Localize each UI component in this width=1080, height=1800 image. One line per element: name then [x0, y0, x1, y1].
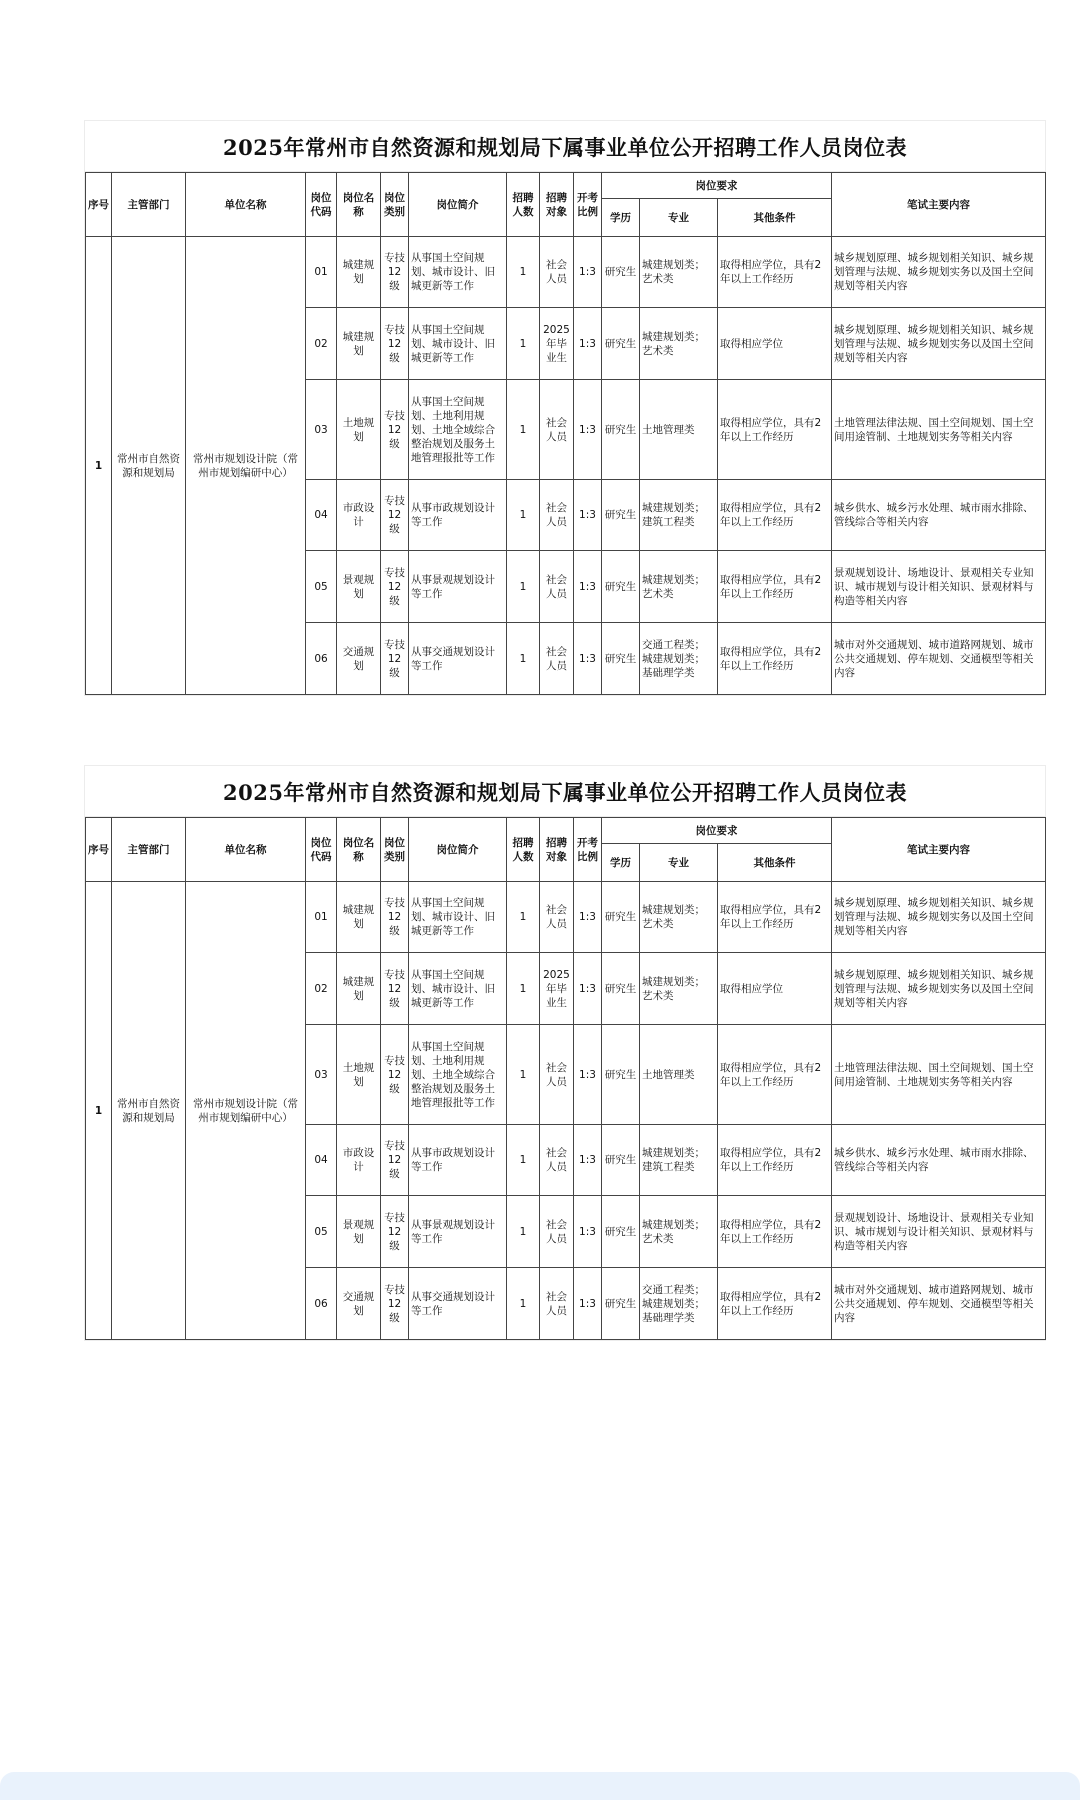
cell-edu: 研究生: [602, 623, 640, 695]
cell-post-type: 专技12级: [381, 308, 409, 380]
cell-major: 交通工程类；城建规划类；基础理学类: [640, 623, 718, 695]
cell-ratio: 1:3: [574, 551, 602, 623]
cell-major: 城建规划类；艺术类: [640, 308, 718, 380]
header-major: 专业: [640, 199, 718, 237]
header-other: 其他条件: [718, 844, 832, 882]
cell-count: 1: [507, 953, 540, 1025]
cell-count: 1: [507, 1025, 540, 1125]
table-header: [86, 173, 1046, 237]
cell-code: 05: [306, 551, 337, 623]
cell-exam: 土地管理法律法规、国土空间规划、国土空间用途管制、土地规划实务等相关内容: [832, 1025, 1046, 1125]
cell-edu: 研究生: [602, 1268, 640, 1340]
cell-code: 06: [306, 1268, 337, 1340]
table-row: [86, 882, 1046, 953]
header-target: 招聘对象: [540, 818, 574, 882]
header-post-type: 岗位类别: [381, 818, 409, 882]
cell-post-type: 专技12级: [381, 551, 409, 623]
header-ratio: 开考比例: [574, 818, 602, 882]
cell-post-name: 交通规划: [337, 1268, 381, 1340]
header-code: 岗位代码: [306, 173, 337, 237]
cell-intro: 从事国土空间规划、土地利用规划、土地全域综合整治规划及服务土地管理报批等工作: [409, 1025, 507, 1125]
cell-edu: 研究生: [602, 882, 640, 953]
job-table: [85, 817, 1046, 1340]
cell-edu: 研究生: [602, 237, 640, 308]
cell-ratio: 1:3: [574, 1025, 602, 1125]
cell-edu: 研究生: [602, 1196, 640, 1268]
cell-intro: 从事国土空间规划、城市设计、旧城更新等工作: [409, 882, 507, 953]
cell-other: 取得相应学位，具有2年以上工作经历: [718, 480, 832, 551]
table-row: [86, 237, 1046, 308]
header-target: 招聘对象: [540, 173, 574, 237]
document-title: 2025年常州市自然资源和规划局下属事业单位公开招聘工作人员岗位表: [85, 121, 1045, 172]
cell-intro: 从事市政规划设计等工作: [409, 1125, 507, 1196]
cell-unit: 常州市规划设计院（常州市规划编研中心）: [186, 237, 306, 695]
header-seq: 序号: [86, 173, 112, 237]
header-edu: 学历: [602, 199, 640, 237]
cell-major: 城建规划类；艺术类: [640, 551, 718, 623]
cell-edu: 研究生: [602, 380, 640, 480]
cell-ratio: 1:3: [574, 623, 602, 695]
cell-exam: 城市对外交通规划、城市道路网规划、城市公共交通规划、停车规划、交通模型等相关内容: [832, 1268, 1046, 1340]
header-intro: 岗位简介: [409, 173, 507, 237]
header-edu: 学历: [602, 844, 640, 882]
job-table: [85, 172, 1046, 695]
header-code: 岗位代码: [306, 818, 337, 882]
table-body: [86, 882, 1046, 1340]
cell-intro: 从事市政规划设计等工作: [409, 480, 507, 551]
cell-post-name: 土地规划: [337, 1025, 381, 1125]
cell-exam: 城乡供水、城乡污水处理、城市雨水排除、管线综合等相关内容: [832, 1125, 1046, 1196]
cell-target: 社会人员: [540, 882, 574, 953]
cell-count: 1: [507, 480, 540, 551]
cell-intro: 从事国土空间规划、城市设计、旧城更新等工作: [409, 953, 507, 1025]
cell-major: 城建规划类；建筑工程类: [640, 480, 718, 551]
cell-exam: 城乡规划原理、城乡规划相关知识、城乡规划管理与法规、城乡规划实务以及国土空间规划等相关内容: [832, 308, 1046, 380]
cell-intro: 从事景观规划设计等工作: [409, 551, 507, 623]
cell-other: 取得相应学位，具有2年以上工作经历: [718, 1196, 832, 1268]
cell-seq: 1: [86, 237, 112, 695]
cell-post-type: 专技12级: [381, 237, 409, 308]
cell-other: 取得相应学位，具有2年以上工作经历: [718, 551, 832, 623]
cell-intro: 从事国土空间规划、土地利用规划、土地全域综合整治规划及服务土地管理报批等工作: [409, 380, 507, 480]
cell-ratio: 1:3: [574, 1268, 602, 1340]
cell-exam: 土地管理法律法规、国土空间规划、国土空间用途管制、土地规划实务等相关内容: [832, 380, 1046, 480]
header-requirements: 岗位要求: [602, 818, 832, 844]
cell-count: 1: [507, 1125, 540, 1196]
cell-major: 交通工程类；城建规划类；基础理学类: [640, 1268, 718, 1340]
cell-intro: 从事国土空间规划、城市设计、旧城更新等工作: [409, 308, 507, 380]
cell-code: 05: [306, 1196, 337, 1268]
cell-exam: 城乡规划原理、城乡规划相关知识、城乡规划管理与法规、城乡规划实务以及国土空间规划等相关内容: [832, 237, 1046, 308]
cell-code: 02: [306, 953, 337, 1025]
cell-other: 取得相应学位，具有2年以上工作经历: [718, 882, 832, 953]
cell-post-type: 专技12级: [381, 953, 409, 1025]
bottom-bar: [0, 1772, 1080, 1800]
header-unit: 单位名称: [186, 173, 306, 237]
cell-code: 02: [306, 308, 337, 380]
cell-code: 01: [306, 237, 337, 308]
header-requirements: 岗位要求: [602, 173, 832, 199]
header-unit: 单位名称: [186, 818, 306, 882]
cell-post-name: 市政设计: [337, 480, 381, 551]
table-header: [86, 818, 1046, 882]
cell-target: 社会人员: [540, 237, 574, 308]
cell-edu: 研究生: [602, 1125, 640, 1196]
cell-post-type: 专技12级: [381, 1025, 409, 1125]
header-intro: 岗位简介: [409, 818, 507, 882]
document-title: 2025年常州市自然资源和规划局下属事业单位公开招聘工作人员岗位表: [85, 766, 1045, 817]
cell-other: 取得相应学位，具有2年以上工作经历: [718, 380, 832, 480]
cell-code: 03: [306, 1025, 337, 1125]
cell-count: 1: [507, 1196, 540, 1268]
cell-target: 社会人员: [540, 380, 574, 480]
cell-edu: 研究生: [602, 480, 640, 551]
cell-post-type: 专技12级: [381, 480, 409, 551]
header-post-name: 岗位名称: [337, 818, 381, 882]
cell-post-type: 专技12级: [381, 1196, 409, 1268]
cell-exam: 城乡供水、城乡污水处理、城市雨水排除、管线综合等相关内容: [832, 480, 1046, 551]
cell-other: 取得相应学位，具有2年以上工作经历: [718, 1125, 832, 1196]
cell-target: 社会人员: [540, 551, 574, 623]
cell-ratio: 1:3: [574, 480, 602, 551]
cell-code: 06: [306, 623, 337, 695]
cell-target: 2025年毕业生: [540, 953, 574, 1025]
cell-count: 1: [507, 237, 540, 308]
header-ratio: 开考比例: [574, 173, 602, 237]
cell-post-name: 土地规划: [337, 380, 381, 480]
header-count: 招聘人数: [507, 818, 540, 882]
cell-target: 社会人员: [540, 1025, 574, 1125]
cell-target: 社会人员: [540, 480, 574, 551]
cell-major: 城建规划类；艺术类: [640, 882, 718, 953]
cell-ratio: 1:3: [574, 1196, 602, 1268]
cell-major: 城建规划类；艺术类: [640, 237, 718, 308]
cell-intro: 从事交通规划设计等工作: [409, 1268, 507, 1340]
cell-post-type: 专技12级: [381, 623, 409, 695]
cell-edu: 研究生: [602, 953, 640, 1025]
cell-code: 01: [306, 882, 337, 953]
cell-target: 2025年毕业生: [540, 308, 574, 380]
header-exam: 笔试主要内容: [832, 818, 1046, 882]
cell-other: 取得相应学位，具有2年以上工作经历: [718, 237, 832, 308]
cell-edu: 研究生: [602, 551, 640, 623]
cell-intro: 从事国土空间规划、城市设计、旧城更新等工作: [409, 237, 507, 308]
cell-intro: 从事景观规划设计等工作: [409, 1196, 507, 1268]
cell-other: 取得相应学位: [718, 308, 832, 380]
header-post-type: 岗位类别: [381, 173, 409, 237]
cell-exam: 城乡规划原理、城乡规划相关知识、城乡规划管理与法规、城乡规划实务以及国土空间规划等相关内容: [832, 882, 1046, 953]
cell-post-name: 景观规划: [337, 1196, 381, 1268]
cell-other: 取得相应学位，具有2年以上工作经历: [718, 1025, 832, 1125]
cell-major: 土地管理类: [640, 1025, 718, 1125]
header-exam: 笔试主要内容: [832, 173, 1046, 237]
cell-exam: 景观规划设计、场地设计、景观相关专业知识、城市规划与设计相关知识、景观材料与构造等相关内容: [832, 1196, 1046, 1268]
cell-post-name: 城建规划: [337, 237, 381, 308]
cell-exam: 景观规划设计、场地设计、景观相关专业知识、城市规划与设计相关知识、景观材料与构造等相关内容: [832, 551, 1046, 623]
cell-ratio: 1:3: [574, 380, 602, 480]
header-dept: 主管部门: [112, 173, 186, 237]
cell-post-name: 城建规划: [337, 953, 381, 1025]
cell-count: 1: [507, 623, 540, 695]
cell-major: 土地管理类: [640, 380, 718, 480]
cell-post-type: 专技12级: [381, 1268, 409, 1340]
cell-ratio: 1:3: [574, 1125, 602, 1196]
cell-ratio: 1:3: [574, 882, 602, 953]
header-other: 其他条件: [718, 199, 832, 237]
header-count: 招聘人数: [507, 173, 540, 237]
cell-ratio: 1:3: [574, 308, 602, 380]
cell-dept: 常州市自然资源和规划局: [112, 237, 186, 695]
cell-post-name: 城建规划: [337, 308, 381, 380]
header-dept: 主管部门: [112, 818, 186, 882]
header-post-name: 岗位名称: [337, 173, 381, 237]
cell-count: 1: [507, 308, 540, 380]
cell-count: 1: [507, 380, 540, 480]
cell-post-type: 专技12级: [381, 1125, 409, 1196]
cell-dept: 常州市自然资源和规划局: [112, 882, 186, 1340]
cell-other: 取得相应学位: [718, 953, 832, 1025]
cell-count: 1: [507, 1268, 540, 1340]
cell-post-type: 专技12级: [381, 380, 409, 480]
cell-target: 社会人员: [540, 623, 574, 695]
cell-code: 03: [306, 380, 337, 480]
cell-target: 社会人员: [540, 1196, 574, 1268]
cell-post-name: 市政设计: [337, 1125, 381, 1196]
job-table-sheet-duplicate: [84, 765, 1046, 1341]
cell-major: 城建规划类；建筑工程类: [640, 1125, 718, 1196]
cell-target: 社会人员: [540, 1268, 574, 1340]
cell-target: 社会人员: [540, 1125, 574, 1196]
cell-code: 04: [306, 480, 337, 551]
cell-code: 04: [306, 1125, 337, 1196]
cell-ratio: 1:3: [574, 237, 602, 308]
header-major: 专业: [640, 844, 718, 882]
cell-other: 取得相应学位，具有2年以上工作经历: [718, 1268, 832, 1340]
cell-ratio: 1:3: [574, 953, 602, 1025]
cell-major: 城建规划类；艺术类: [640, 953, 718, 1025]
cell-intro: 从事交通规划设计等工作: [409, 623, 507, 695]
cell-other: 取得相应学位，具有2年以上工作经历: [718, 623, 832, 695]
cell-edu: 研究生: [602, 1025, 640, 1125]
cell-edu: 研究生: [602, 308, 640, 380]
cell-count: 1: [507, 882, 540, 953]
cell-post-name: 景观规划: [337, 551, 381, 623]
cell-exam: 城市对外交通规划、城市道路网规划、城市公共交通规划、停车规划、交通模型等相关内容: [832, 623, 1046, 695]
header-seq: 序号: [86, 818, 112, 882]
cell-major: 城建规划类；艺术类: [640, 1196, 718, 1268]
cell-unit: 常州市规划设计院（常州市规划编研中心）: [186, 882, 306, 1340]
cell-post-name: 城建规划: [337, 882, 381, 953]
cell-post-type: 专技12级: [381, 882, 409, 953]
table-body: [86, 237, 1046, 695]
cell-count: 1: [507, 551, 540, 623]
cell-post-name: 交通规划: [337, 623, 381, 695]
cell-exam: 城乡规划原理、城乡规划相关知识、城乡规划管理与法规、城乡规划实务以及国土空间规划等相关内容: [832, 953, 1046, 1025]
cell-seq: 1: [86, 882, 112, 1340]
job-table-sheet: [84, 120, 1046, 696]
